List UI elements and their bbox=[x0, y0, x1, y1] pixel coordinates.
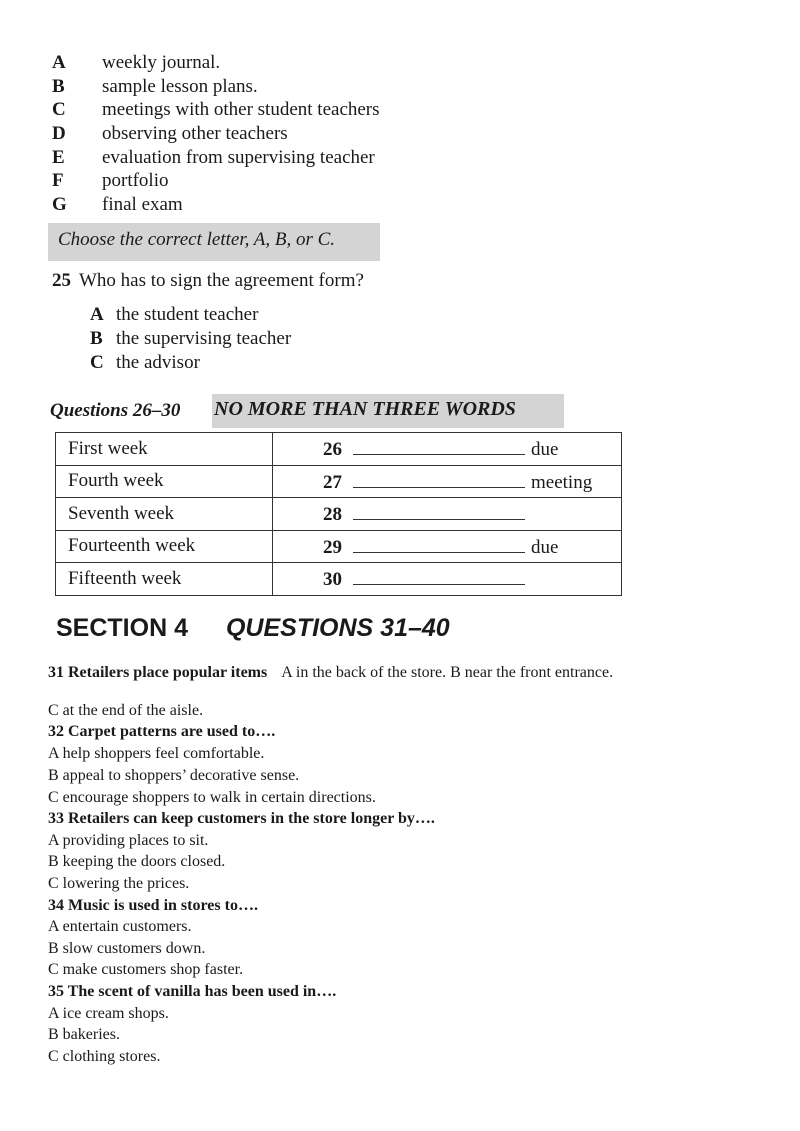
question-number: 29 bbox=[323, 536, 342, 558]
q31-inline-options: A in the back of the store. B near the front entrance. bbox=[281, 664, 614, 681]
table-row bbox=[56, 563, 622, 596]
option-text: weekly journal. bbox=[102, 52, 221, 73]
q32-option: B appeal to shoppers’ decorative sense. bbox=[48, 767, 300, 784]
q33-option: A providing places to sit. bbox=[48, 832, 209, 849]
answer-blank[interactable] bbox=[353, 584, 525, 585]
q25-option bbox=[90, 304, 258, 326]
option-text: sample lesson plans. bbox=[102, 76, 258, 97]
question-number: 30 bbox=[323, 569, 342, 590]
answer-cell bbox=[273, 563, 622, 596]
q34-option: A entertain customers. bbox=[48, 918, 192, 935]
q35-option: C clothing stores. bbox=[48, 1048, 161, 1065]
q32-option: C encourage shoppers to walk in certain directions. bbox=[48, 789, 376, 806]
answer-suffix: meeting bbox=[531, 471, 593, 493]
q35-stem-text: 35 The scent of vanilla has been used in…. bbox=[48, 983, 337, 1000]
q32-stem-text: 32 Carpet patterns are used to…. bbox=[48, 723, 276, 740]
answer-blank[interactable] bbox=[353, 552, 525, 553]
q35-option: B bakeries. bbox=[48, 1026, 120, 1043]
q25-text: Who has to sign the agreement form? bbox=[79, 270, 364, 291]
section-questions-range: QUESTIONS 31–40 bbox=[225, 614, 450, 642]
option-letter: F bbox=[52, 170, 64, 191]
q32-option: A help shoppers feel comfortable. bbox=[48, 745, 265, 762]
q25-option-letter: A bbox=[90, 304, 104, 325]
questions-range-label: Questions 26–30 bbox=[50, 400, 181, 421]
answer-cell bbox=[273, 530, 622, 563]
q34-stem-text: 34 Music is used in stores to…. bbox=[48, 897, 258, 914]
q33-stem-text: 33 Retailers can keep customers in the store longer by…. bbox=[48, 810, 435, 827]
answer-blank[interactable] bbox=[353, 519, 525, 520]
q34-option: C make customers shop faster. bbox=[48, 961, 244, 978]
section-heading bbox=[56, 614, 450, 643]
option-text: portfolio bbox=[102, 170, 169, 191]
week-cell: Seventh week bbox=[56, 498, 273, 531]
answer-cell bbox=[273, 433, 622, 466]
option-letter: C bbox=[52, 99, 66, 120]
q25-option bbox=[90, 328, 291, 350]
answer-suffix: due bbox=[531, 536, 559, 558]
word-limit-instruction: NO MORE THAN THREE WORDS bbox=[214, 398, 516, 420]
q25-option-text: the supervising teacher bbox=[116, 328, 292, 349]
q25-option-letter: C bbox=[90, 352, 104, 373]
answer-cell bbox=[273, 465, 622, 498]
question-number: 27 bbox=[323, 471, 342, 493]
section-title: SECTION 4 bbox=[56, 614, 188, 642]
option-letter: E bbox=[52, 147, 65, 168]
question-number: 26 bbox=[323, 439, 342, 460]
q25-question bbox=[52, 270, 364, 292]
q31-option-c: C at the end of the aisle. bbox=[48, 702, 204, 719]
answer-suffix: due bbox=[531, 439, 559, 460]
instruction-text: Choose the correct letter, A, B, or C. bbox=[58, 229, 336, 250]
q34-option: B slow customers down. bbox=[48, 940, 206, 957]
week-cell: Fourth week bbox=[56, 465, 273, 498]
table-row bbox=[56, 498, 622, 531]
week-cell: First week bbox=[56, 433, 273, 466]
q35-option: A ice cream shops. bbox=[48, 1005, 169, 1022]
q25-option bbox=[90, 352, 200, 374]
option-text: observing other teachers bbox=[102, 123, 288, 144]
q25-number: 25 bbox=[52, 270, 71, 291]
option-letter: G bbox=[52, 194, 67, 215]
answer-cell bbox=[273, 498, 622, 531]
q25-option-letter: B bbox=[90, 328, 103, 349]
answer-blank[interactable] bbox=[353, 454, 525, 455]
q35-stem bbox=[48, 983, 336, 1001]
q33-option: B keeping the doors closed. bbox=[48, 853, 226, 870]
table-row bbox=[56, 530, 622, 563]
question-number: 28 bbox=[323, 504, 342, 525]
option-letter: B bbox=[52, 76, 65, 97]
q32-stem bbox=[48, 723, 275, 741]
week-cell: Fourteenth week bbox=[56, 530, 273, 563]
q31-line bbox=[48, 664, 613, 682]
q33-option: C lowering the prices. bbox=[48, 875, 190, 892]
q25-option-text: the advisor bbox=[116, 352, 200, 373]
q34-stem bbox=[48, 897, 258, 915]
option-text: final exam bbox=[102, 194, 183, 215]
option-text: meetings with other student teachers bbox=[102, 99, 380, 120]
week-cell: Fifteenth week bbox=[56, 563, 273, 596]
table-row bbox=[56, 433, 622, 466]
q25-option-text: the student teacher bbox=[116, 304, 259, 325]
option-letter: A bbox=[52, 52, 66, 73]
q31-stem: 31 Retailers place popular items bbox=[48, 664, 268, 681]
answer-blank[interactable] bbox=[353, 487, 525, 488]
q33-stem bbox=[48, 810, 435, 828]
table-row bbox=[56, 465, 622, 498]
option-text: evaluation from supervising teacher bbox=[102, 147, 375, 168]
schedule-table bbox=[55, 432, 622, 596]
option-letter: D bbox=[52, 123, 66, 144]
